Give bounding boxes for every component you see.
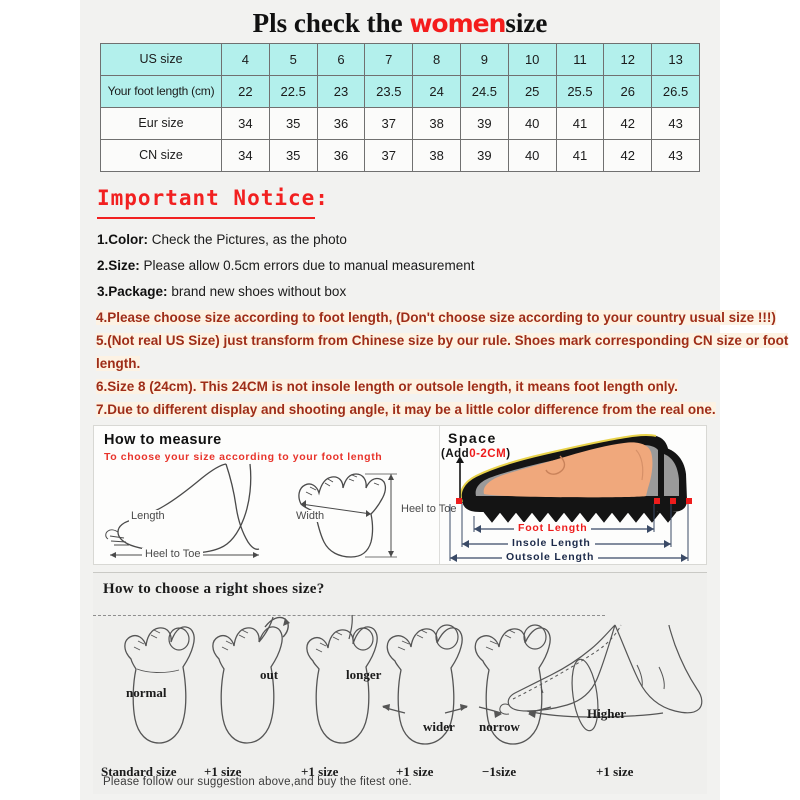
- cell: 37: [365, 108, 413, 140]
- measure-subtitle: To choose your size according to your foot length: [104, 451, 383, 463]
- cell: 43: [652, 140, 700, 172]
- foot-out-label: out: [260, 667, 279, 682]
- cell: 22.5: [269, 76, 317, 108]
- cell: 41: [556, 140, 604, 172]
- insole-length-label: Insole Length: [508, 537, 595, 549]
- cell: 42: [604, 108, 652, 140]
- foot-higher-caption: +1 size: [596, 764, 634, 779]
- space-add-prefix: (Add: [441, 448, 470, 460]
- choose-title: How to choose a right shoes size?: [103, 581, 325, 597]
- foot-wider-icon: [371, 613, 471, 753]
- notice-item-3: [97, 284, 346, 299]
- cell: 22: [222, 76, 270, 108]
- foot-length-label: Foot Length: [514, 522, 591, 534]
- cell: 25.5: [556, 76, 604, 108]
- cell: 43: [652, 108, 700, 140]
- measure-title: How to measure: [104, 432, 222, 448]
- cell: 4: [222, 44, 270, 76]
- notice-item-7: 7.Due to different display and shooting angle, it may be a little color difference from the real one.: [96, 402, 716, 417]
- space-add-value: 0-2CM: [469, 448, 507, 460]
- cell: 13: [652, 44, 700, 76]
- foot-higher-icon: [497, 623, 707, 758]
- sole-heel-to-toe-label: Heel to Toe: [401, 503, 457, 515]
- cell: 39: [460, 108, 508, 140]
- cell: 37: [365, 140, 413, 172]
- cell: 5: [269, 44, 317, 76]
- notice-item-4: 4.Please choose size according to foot length, (Don't choose size according to your country usual size !!!): [96, 310, 776, 325]
- cell: 39: [460, 140, 508, 172]
- cell: 34: [222, 140, 270, 172]
- cell: 35: [269, 140, 317, 172]
- side-length-label: Length: [131, 510, 165, 522]
- foot-norrow-label: norrow: [479, 719, 520, 734]
- cell: 41: [556, 108, 604, 140]
- cell: 24: [413, 76, 461, 108]
- notice-heading: Important Notice:: [97, 186, 329, 210]
- notice-item-2: [97, 258, 474, 273]
- cell: 35: [269, 108, 317, 140]
- foot-normal-caption: Standard size: [101, 764, 177, 779]
- notice-item-2-num: 2.: [97, 258, 109, 273]
- cell: 38: [413, 108, 461, 140]
- sole-width-label: Width: [296, 510, 325, 522]
- foot-wider-label: wider: [423, 719, 455, 734]
- notice-item-2-text: Please allow 0.5cm errors due to manual measurement: [143, 258, 475, 273]
- title-before: Pls check the: [252, 8, 410, 38]
- notice-item-6: 6.Size 8 (24cm). This 24CM is not insole length or outsole length, it means foot length only.: [96, 379, 678, 394]
- notice-item-5: 5.(Not real US Size) just transform from Chinese size by our rule. Shoes mark corresponding CN size or foot: [96, 333, 789, 348]
- foot-normal-label: normal: [126, 685, 167, 700]
- table-row: [101, 108, 700, 140]
- notice-item-1-text: Check the Pictures, as the photo: [151, 232, 347, 247]
- title-after: size: [505, 8, 548, 38]
- title-highlight: women: [409, 9, 506, 38]
- how-to-choose-panel: [93, 572, 707, 794]
- space-label: Space: [448, 430, 497, 446]
- cell: 23: [317, 76, 365, 108]
- row-label: US size: [101, 44, 222, 76]
- notice-item-1-num: 1.: [97, 232, 109, 247]
- cell: 23.5: [365, 76, 413, 108]
- notice-underline: [97, 217, 315, 219]
- cell: 38: [413, 140, 461, 172]
- foot-longer-label: longer: [346, 667, 382, 682]
- notice-item-1-label: Color:: [108, 232, 149, 247]
- cell: 12: [604, 44, 652, 76]
- cell: 6: [317, 44, 365, 76]
- cell: 40: [508, 108, 556, 140]
- space-add-suffix: ): [506, 448, 511, 460]
- cell: 11: [556, 44, 604, 76]
- foot-out-icon: [197, 609, 297, 749]
- foot-higher-label: Higher: [587, 706, 626, 721]
- cell: 24.5: [460, 76, 508, 108]
- choose-footer-note: Please follow our suggestion above,and buy the fitest one.: [103, 776, 412, 788]
- row-label: Your foot length (cm): [101, 76, 222, 108]
- space-add-label: [441, 448, 511, 460]
- cell: 7: [365, 44, 413, 76]
- shoe-cross-section-diagram: [440, 426, 707, 565]
- cell: 36: [317, 108, 365, 140]
- page-title: [80, 4, 720, 42]
- cell: 40: [508, 140, 556, 172]
- foot-wider-caption: +1 size: [396, 764, 434, 779]
- table-row: [101, 44, 700, 76]
- notice-item-3-text: brand new shoes without box: [171, 284, 347, 299]
- cell: 34: [222, 108, 270, 140]
- cell: 25: [508, 76, 556, 108]
- content-column: [80, 0, 789, 800]
- how-to-measure-panel: [93, 425, 707, 565]
- row-label: CN size: [101, 140, 222, 172]
- cell: 10: [508, 44, 556, 76]
- size-table: [100, 43, 700, 172]
- size-table-wrapper: [100, 43, 700, 172]
- cell: 8: [413, 44, 461, 76]
- foot-normal-icon: [107, 613, 199, 753]
- row-label: Eur size: [101, 108, 222, 140]
- table-row: [101, 76, 700, 108]
- notice-item-3-num: 3.: [97, 284, 109, 299]
- foot-norrow-caption: −1size: [482, 764, 517, 779]
- table-row: [101, 140, 700, 172]
- cell: 36: [317, 140, 365, 172]
- cell: 42: [604, 140, 652, 172]
- cell: 9: [460, 44, 508, 76]
- foot-longer-caption: +1 size: [301, 764, 339, 779]
- cell: 26.5: [652, 76, 700, 108]
- notice-item-2-label: Size:: [108, 258, 140, 273]
- side-heel-to-toe-label: Heel to Toe: [142, 548, 203, 560]
- notice-item-1: [97, 232, 347, 247]
- outsole-length-label: Outsole Length: [502, 551, 598, 563]
- cell: 26: [604, 76, 652, 108]
- notice-item-3-label: Package:: [108, 284, 168, 299]
- notice-item-5-cont: length.: [96, 356, 141, 371]
- foot-out-caption: +1 size: [204, 764, 242, 779]
